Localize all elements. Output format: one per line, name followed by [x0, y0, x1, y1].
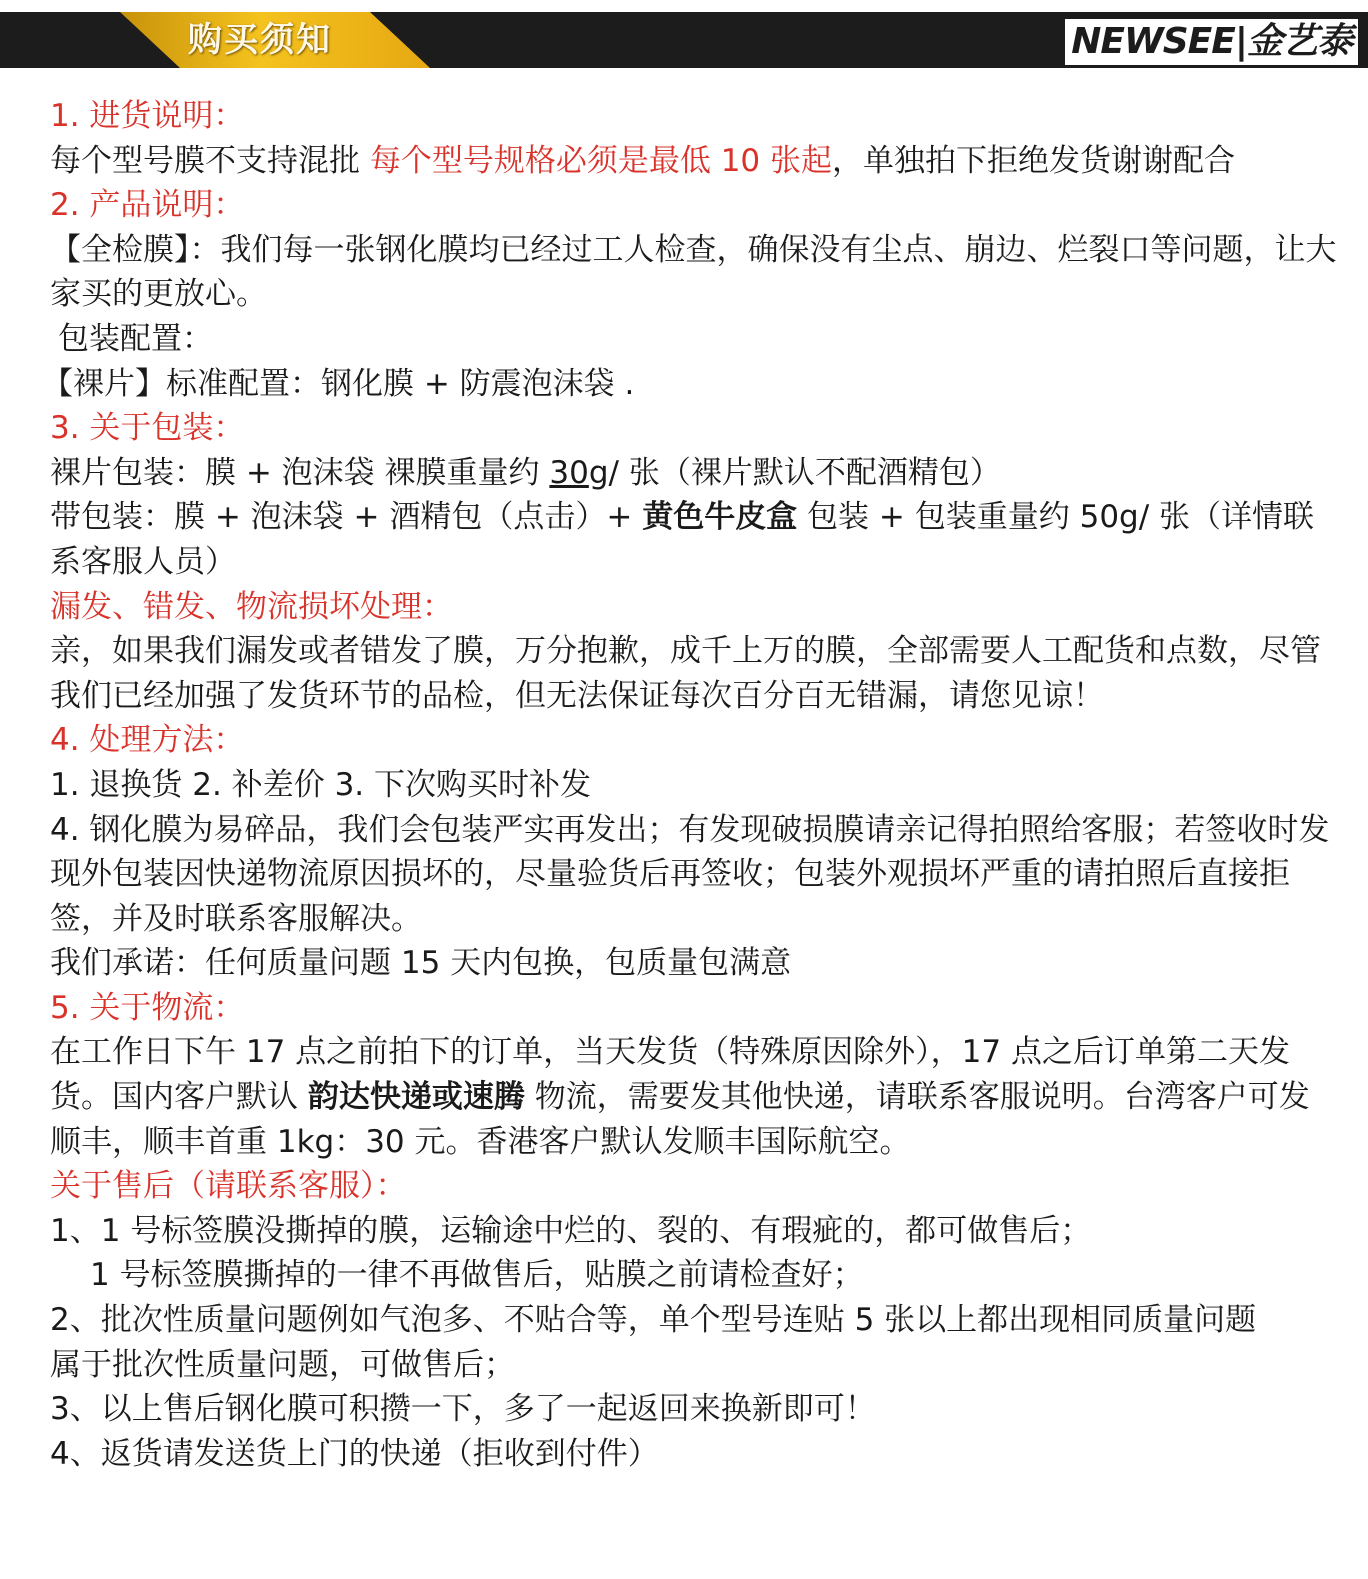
packaging-config-text: 【裸片】标准配置：钢化膜 + 防震泡沫袋 . — [42, 365, 635, 402]
section-heading-shipping-issues: 漏发、错发、物流损坏处理： — [50, 588, 453, 625]
header-bar — [0, 12, 1368, 68]
after-sales-item-3: 3、以上售后钢化膜可积攒一下，多了一起返回来换新即可！ — [50, 1391, 876, 1428]
after-sales-item-1: 1、1 号标签膜没撕掉的膜，运输途中烂的、裂的、有瑕疵的，都可做售后； — [50, 1212, 1092, 1249]
logistics-text — [50, 1030, 1340, 1164]
bare-packaging-text — [50, 451, 1340, 496]
purchase-text-a: 每个型号膜不支持混批 — [50, 142, 370, 179]
boxed-packaging-box: 黄色牛皮盒 — [642, 499, 798, 536]
section-heading-packaging: 3. 关于包装： — [50, 410, 245, 447]
section-heading-handling: 4. 处理方法： — [50, 722, 245, 759]
logistics-text-b: 物流，需要发其他快递，请联系客服说明。台湾客户可发顺丰，顺丰首重 1kg：30 元。香港客户默认发顺丰国际航空。 — [50, 1079, 1310, 1160]
notice-content — [42, 94, 1340, 1476]
after-sales-item-4: 4、返货请发送货上门的快递（拒收到付件） — [50, 1435, 659, 1472]
purchase-min-note: 每个型号规格必须是最低 10 张起 — [369, 142, 833, 179]
purchase-text-b: ，单独拍下拒绝发货谢谢配合 — [832, 142, 1236, 179]
after-sales-item-1-note: 1 号标签膜撕掉的一律不再做售后，贴膜之前请检查好； — [90, 1257, 864, 1294]
bare-packaging-a: 裸片包装：膜 + 泡沫袋 裸膜重量约 — [50, 454, 550, 491]
purchase-text — [50, 139, 1340, 184]
section-heading-after-sales: 关于售后（请联系客服）： — [50, 1168, 407, 1205]
section-heading-logistics: 5. 关于物流： — [50, 989, 245, 1026]
section-heading-product: 2. 产品说明： — [50, 187, 245, 224]
shipping-issues-text: 亲，如果我们漏发或者错发了膜，万分抱歉，成千上万的膜，全部需要人工配货和点数，尽管我们已经加强了发货环节的品检，但无法保证每次百分百无错漏，请您见谅！ — [50, 633, 1321, 714]
handling-options: 1. 退换货 2. 补差价 3. 下次购买时补发 — [50, 766, 592, 803]
handling-promise: 我们承诺：任何质量问题 15 天内包换，包质量包满意 — [50, 945, 792, 982]
after-sales-item-2: 2、批次性质量问题例如气泡多、不贴合等，单个型号连贴 5 张以上都出现相同质量问题 属于批次性质量问题，可做售后； — [50, 1302, 1319, 1383]
boxed-packaging-text — [50, 495, 1340, 584]
bare-weight: 30 — [549, 454, 589, 491]
packaging-config-label: 包装配置： — [58, 320, 213, 357]
page-title: 购买须知 — [188, 20, 332, 60]
logistics-text-a: 在工作日下午 17 点之前拍下的订单，当天发货（特殊原因除外），17 点之后订单第二天发货。国内客户默认 — [50, 1034, 1290, 1116]
boxed-packaging-a: 带包装：膜 + 泡沫袋 + 酒精包（点击）+ — [50, 499, 643, 536]
brand-logo: NEWSEE|金艺泰 — [1065, 19, 1358, 65]
logistics-carrier: 韵达快递或速腾 — [307, 1079, 525, 1116]
section-heading-purchase: 1. 进货说明： — [50, 98, 245, 134]
bare-packaging-b: g/ 张（裸片默认不配酒精包） — [588, 454, 1001, 491]
product-text: 【全检膜】：我们每一张钢化膜均已经过工人检查，确保没有尘点、崩边、烂裂口等问题，让大家买的更放心。 — [50, 231, 1337, 313]
handling-fragile-text: 4. 钢化膜为易碎品，我们会包装严实再发出；有发现破损膜请亲记得拍照给客服；若签收时发现外包装因快递物流原因损坏的，尽量验货后再签收；包装外观损坏严重的请拍照后直接拒签，并及时联系客服解决。 — [50, 811, 1330, 937]
boxed-packaging-b: 包装 + 包装重量约 50g/ 张（详情联系客服人员） — [50, 499, 1315, 580]
